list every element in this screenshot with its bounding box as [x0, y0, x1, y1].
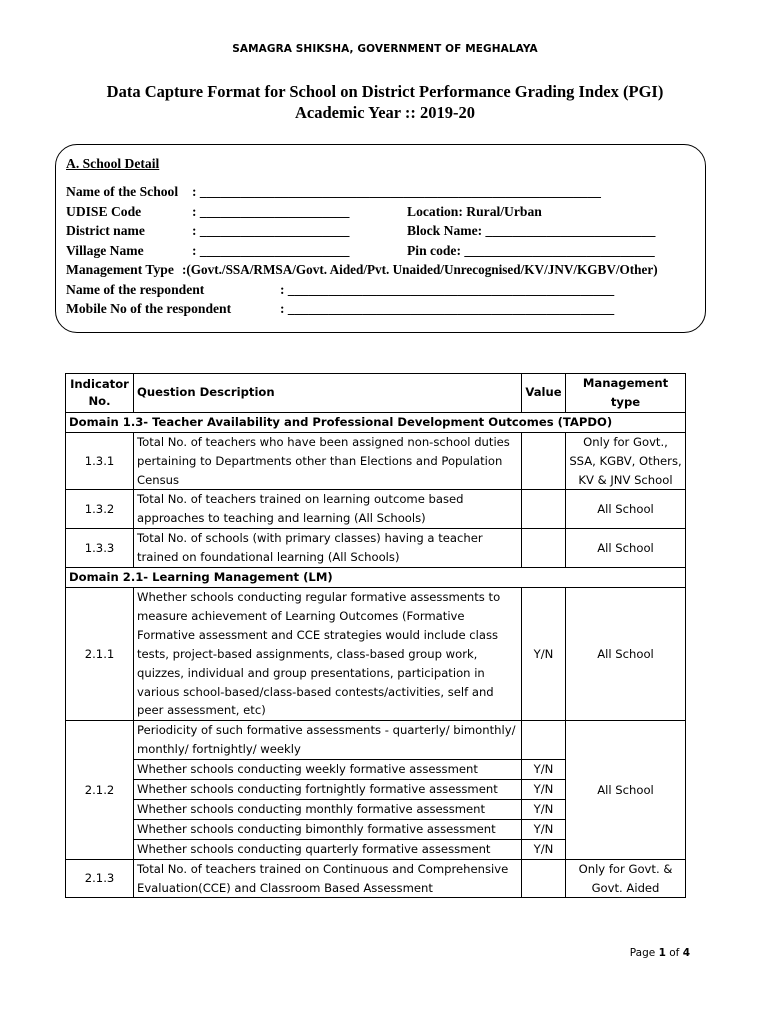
page-current: 1	[658, 947, 666, 959]
management-type: Only for Govt., SSA, KGBV, Others, KV & JNV School	[566, 432, 686, 490]
management-type: All School	[566, 587, 686, 720]
school-name-label: Name of the School	[66, 184, 179, 199]
value-cell[interactable]	[522, 721, 566, 760]
management-type: All School	[566, 529, 686, 568]
indicator-no: 2.1.1	[66, 587, 134, 720]
org-header: SAMAGRA SHIKSHA, GOVERNMENT OF MEGHALAYA	[232, 43, 538, 55]
header-management: Management type	[566, 374, 686, 413]
page-number	[630, 947, 690, 959]
village-field[interactable]: : ______________________	[192, 243, 350, 258]
value-cell[interactable]: Y/N	[522, 780, 566, 800]
value-cell[interactable]	[522, 529, 566, 568]
header-value: Value	[522, 374, 566, 413]
table-row	[66, 587, 686, 720]
question-text: Periodicity of such formative assessments - quarterly/ bimonthly/ monthly/ fortnightly/ weekly	[134, 721, 522, 760]
value-cell[interactable]	[522, 432, 566, 490]
title-line-1: Data Capture Format for School on District Performance Grading Index (PGI)	[106, 82, 664, 101]
domain-1-3-heading: Domain 1.3- Teacher Availability and Professional Development Outcomes (TAPDO)	[66, 412, 686, 432]
management-type-label: Management Type	[66, 262, 174, 277]
question-text: Whether schools conducting monthly formative assessment	[134, 799, 522, 819]
value-cell[interactable]: Y/N	[522, 839, 566, 859]
pgi-table	[65, 373, 686, 898]
value-cell[interactable]: Y/N	[522, 587, 566, 720]
question-text: Total No. of teachers trained on Continuous and Comprehensive Evaluation(CCE) and Classroom Based Assessment	[134, 859, 522, 898]
table-row	[66, 432, 686, 490]
table-header-row	[66, 374, 686, 413]
indicator-no: 1.3.2	[66, 490, 134, 529]
mobile-field[interactable]: : ________________________________________________	[280, 301, 615, 316]
question-text: Total No. of schools (with primary classes) having a teacher trained on foundational learning (All Schools)	[134, 529, 522, 568]
school-detail-box	[55, 144, 706, 333]
mobile-label: Mobile No of the respondent	[66, 301, 232, 316]
udise-field[interactable]: : ______________________	[192, 204, 350, 219]
pin-code-field[interactable]: Pin code: ____________________________	[407, 243, 655, 258]
indicator-no: 2.1.3	[66, 859, 134, 898]
indicator-no: 1.3.3	[66, 529, 134, 568]
title-line-2: Academic Year :: 2019-20	[294, 103, 476, 122]
header-indicator: Indicator No.	[66, 374, 134, 413]
page-total: 4	[682, 947, 690, 959]
table-row	[66, 529, 686, 568]
indicator-no: 2.1.2	[66, 721, 134, 859]
question-text: Whether schools conducting weekly formative assessment	[134, 760, 522, 780]
question-text: Total No. of teachers who have been assigned non-school duties pertaining to Departments other than Elections and Population Census	[134, 432, 522, 490]
question-text: Whether schools conducting quarterly formative assessment	[134, 839, 522, 859]
document-title	[0, 81, 770, 123]
management-type: All School	[566, 490, 686, 529]
school-name-field[interactable]: : ___________________________________________________________	[192, 184, 601, 199]
value-cell[interactable]: Y/N	[522, 819, 566, 839]
domain-row	[66, 412, 686, 432]
table-row	[66, 859, 686, 898]
question-text: Whether schools conducting bimonthly formative assessment	[134, 819, 522, 839]
value-cell[interactable]: Y/N	[522, 760, 566, 780]
table-row	[66, 721, 686, 760]
question-text: Whether schools conducting fortnightly formative assessment	[134, 780, 522, 800]
location-label: Location: Rural/Urban	[407, 204, 542, 219]
management-type: Only for Govt. & Govt. Aided	[566, 859, 686, 898]
page-of: of	[669, 947, 680, 959]
school-detail-heading: A. School Detail	[66, 156, 160, 171]
block-name-field[interactable]: Block Name: _________________________	[407, 223, 656, 238]
village-label: Village Name	[66, 243, 144, 258]
management-type-options: :(Govt./SSA/RMSA/Govt. Aided/Pvt. Unaided/Unrecognised/KV/JNV/KGBV/Other)	[182, 262, 658, 277]
udise-label: UDISE Code	[66, 204, 142, 219]
question-text: Whether schools conducting regular formative assessments to measure achievement of Learning Outcomes (Formative Formative assessment and CCE strategies would include class tests, project-based assignments, class-based group work, quizzes, individual and group presentations, participation in various school-based/class-based contests/activities, self and peer assessment, etc)	[134, 587, 522, 720]
domain-row	[66, 568, 686, 588]
table-row	[66, 490, 686, 529]
district-label: District name	[66, 223, 145, 238]
management-type: All School	[566, 721, 686, 859]
district-field[interactable]: : ______________________	[192, 223, 350, 238]
respondent-field[interactable]: : ________________________________________________	[280, 282, 615, 297]
domain-2-1-heading: Domain 2.1- Learning Management (LM)	[66, 568, 686, 588]
value-cell[interactable]	[522, 490, 566, 529]
indicator-no: 1.3.1	[66, 432, 134, 490]
respondent-label: Name of the respondent	[66, 282, 205, 297]
value-cell[interactable]	[522, 859, 566, 898]
header-question: Question Description	[134, 374, 522, 413]
question-text: Total No. of teachers trained on learning outcome based approaches to teaching and learning (All Schools)	[134, 490, 522, 529]
value-cell[interactable]: Y/N	[522, 799, 566, 819]
page-prefix: Page	[629, 947, 656, 959]
